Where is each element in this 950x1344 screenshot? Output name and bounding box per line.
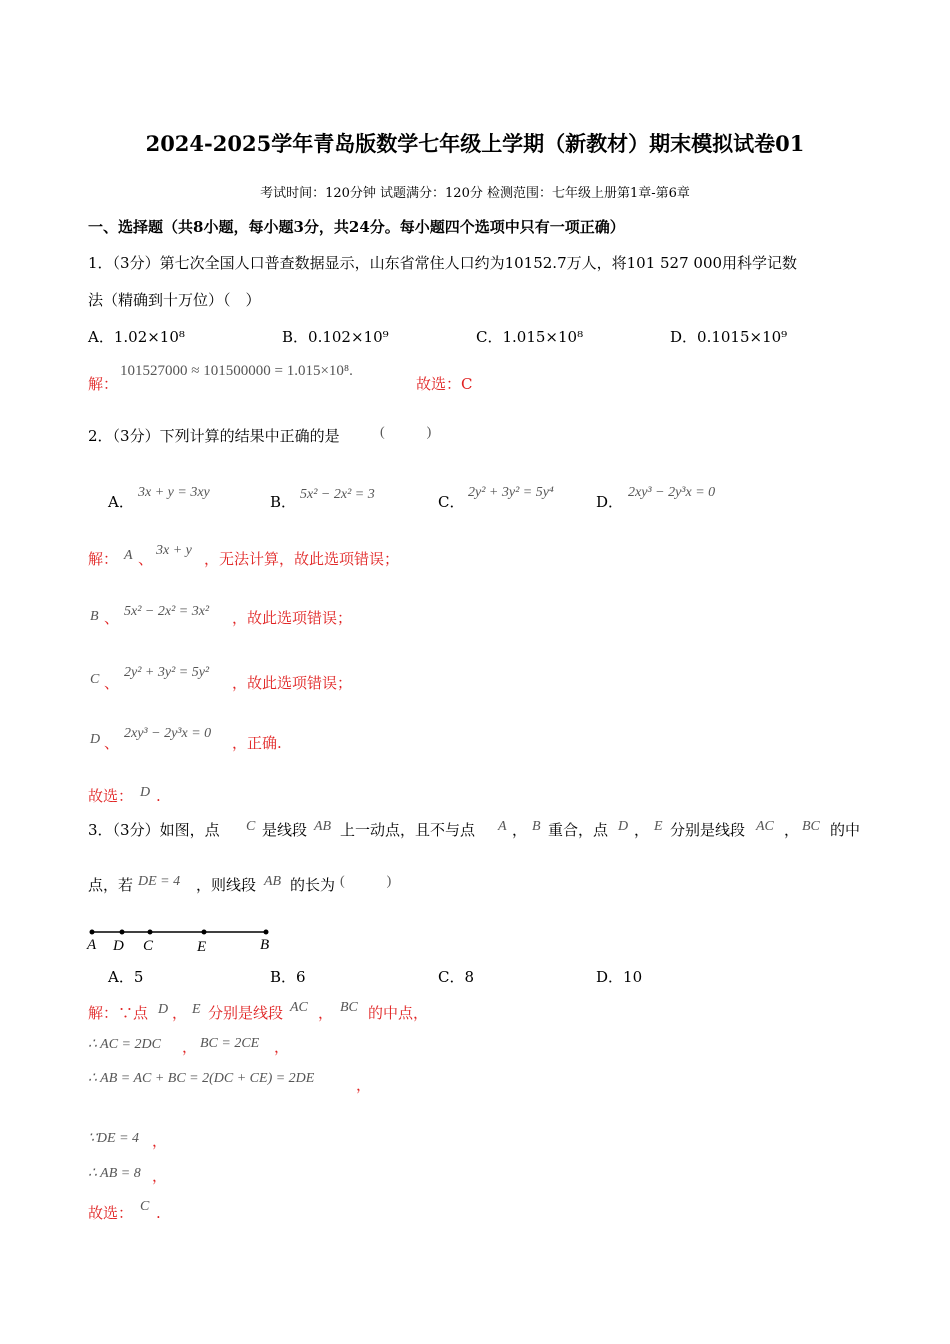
q3-sol4-comma: ， <box>152 1132 168 1150</box>
q3-sol3-math: ∴ AB = AC + BC = 2(DC + CE) = 2DE <box>88 1071 315 1086</box>
q3-sol2-m2: BC = 2CE <box>200 1036 260 1051</box>
q3-var-ac: AC <box>756 819 774 834</box>
q3-sol1-v2: E <box>192 1002 201 1017</box>
q3-line2-a: 点，若 <box>88 876 134 894</box>
q3-sol1-b: ， <box>172 1004 188 1022</box>
q2-sol-b-text: ，故此选项错误； <box>232 609 353 627</box>
q2-option-a-expr: 3x + y = 3xy <box>138 485 210 500</box>
q2-option-b-letter: B． <box>270 493 297 511</box>
label-a: A <box>87 937 97 953</box>
q3-option-b: B．6 <box>270 968 306 986</box>
q1-solution-math: 101527000 ≈ 101500000 = 1.015×10⁸. <box>120 363 353 379</box>
q3-var-b: B <box>532 819 541 834</box>
label-d: D <box>113 938 124 954</box>
q2-sol-d-sep: 、 <box>104 734 120 752</box>
q3-stem-2: 是线段 <box>262 821 308 839</box>
page-title: 2024-2025学年青岛版数学七年级上学期（新教材）期末模拟试卷01 <box>145 131 805 156</box>
q3-line2-var: AB <box>264 874 282 889</box>
q3-line2-math: DE = 4 <box>138 874 181 889</box>
q2-sol-d-math: 2xy³ − 2y³x = 0 <box>124 726 212 741</box>
q3-final-var: C <box>140 1199 150 1214</box>
q3-line2-paren: ( ) <box>340 874 392 889</box>
q2-sol-c-math: 2y² + 3y² = 5y² <box>124 665 210 680</box>
q3-final-label: 故选： <box>88 1204 134 1222</box>
q2-final-dot: . <box>156 787 161 805</box>
q3-sol3-comma: ， <box>356 1076 372 1094</box>
label-b: B <box>260 937 270 953</box>
q3-var-e: E <box>654 819 663 834</box>
label-c: C <box>143 938 154 954</box>
q2-option-d-letter: D． <box>596 493 624 511</box>
q3-sol4-math: ∵DE = 4 <box>88 1131 140 1146</box>
q3-final-dot: . <box>156 1204 161 1222</box>
q3-sol1-v3: AC <box>290 1000 308 1015</box>
q3-sol1-e: 的中点， <box>368 1004 429 1022</box>
q2-sol-a-text: ，无法计算，故此选项错误； <box>204 550 400 568</box>
q1-option-d: D．0.1015×10⁹ <box>670 328 788 346</box>
q3-segment-figure <box>84 922 284 956</box>
q2-sol-d-var: D <box>90 732 101 747</box>
point-c <box>148 930 153 935</box>
q2-option-c-expr: 2y² + 3y² = 5y⁴ <box>468 485 554 500</box>
q2-sol-c-sep: 、 <box>104 674 120 692</box>
q3-sol2-c1: ， <box>182 1038 198 1056</box>
q3-var-c: C <box>246 819 256 834</box>
q3-stem-3: 上一动点，且不与点 <box>340 821 476 839</box>
q2-final-var: D <box>140 785 151 800</box>
q1-option-b: B．0.102×10⁹ <box>282 328 389 346</box>
q2-sol-label: 解： <box>88 550 119 568</box>
q3-stem-5: 重合，点 <box>548 821 609 839</box>
q3-option-d: D．10 <box>596 968 643 986</box>
q3-sol2-c2: ， <box>274 1038 290 1056</box>
point-b <box>264 930 269 935</box>
q3-sol5-math: ∴ AB = 8 <box>88 1166 141 1181</box>
q3-stem-4: ， <box>512 821 528 839</box>
q3-option-c: C．8 <box>438 968 475 986</box>
q3-sol1-v4: BC <box>340 1000 358 1015</box>
q3-var-a: A <box>498 819 507 834</box>
q2-sol-c-text: ，故此选项错误； <box>232 674 353 692</box>
q3-stem-7: 分别是线段 <box>670 821 746 839</box>
point-d <box>120 930 125 935</box>
q3-stem-8: ， <box>784 821 800 839</box>
exam-info: 考试时间：120分钟 试题满分：120分 检测范围：七年级上册第1章-第6章 <box>260 186 690 201</box>
q2-sol-b-sep: 、 <box>104 609 120 627</box>
q1-answer: 故选：C <box>416 375 473 393</box>
q2-sol-d-text: ，正确. <box>232 734 282 752</box>
q3-stem-1: 3．（3分）如图，点 <box>88 821 220 839</box>
q3-sol1-d: ， <box>318 1004 334 1022</box>
q2-option-b-expr: 5x² − 2x² = 3 <box>300 487 375 502</box>
label-e: E <box>197 939 207 955</box>
q2-sol-b-math: 5x² − 2x² = 3x² <box>124 604 210 619</box>
q3-var-ab: AB <box>314 819 332 834</box>
q1-solution-label: 解： <box>88 375 119 393</box>
q2-sol-b-var: B <box>90 609 99 624</box>
q3-sol5-comma: ， <box>152 1167 168 1185</box>
q3-option-a: A．5 <box>108 968 144 986</box>
q2-option-d-expr: 2xy³ − 2y³x = 0 <box>628 485 716 500</box>
q3-var-d: D <box>618 819 629 834</box>
q2-option-c-letter: C． <box>438 493 465 511</box>
section-header: 一、选择题（共8小题，每小题3分，共24分。每小题四个选项中只有一项正确） <box>88 218 625 236</box>
q3-sol2-m1: ∴ AC = 2DC <box>88 1037 161 1052</box>
q2-sol-a-var: A <box>124 548 133 563</box>
q2-option-a-letter: A． <box>108 493 134 511</box>
q2-final-label: 故选： <box>88 787 134 805</box>
q1-option-c: C．1.015×10⁸ <box>476 328 584 346</box>
q3-line2-c: 的长为 <box>290 876 336 894</box>
q3-stem-9: 的中 <box>830 821 861 839</box>
q1-stem-line2: 法（精确到十万位）（ ） <box>88 291 261 309</box>
q1-option-a: A．1.02×10⁸ <box>88 328 185 346</box>
q3-stem-6: ， <box>634 821 650 839</box>
q2-sol-c-var: C <box>90 672 100 687</box>
q2-stem: 2．（3分）下列计算的结果中正确的是 <box>88 427 340 445</box>
q2-sol-a-sep: 、 <box>138 550 154 568</box>
q3-line2-b: ，则线段 <box>196 876 257 894</box>
q3-sol1-v1: D <box>158 1002 169 1017</box>
q3-sol1-a: 解：∵点 <box>88 1004 149 1022</box>
q1-stem-line1: 1．（3分）第七次全国人口普查数据显示，山东省常住人口约为10152.7万人，将101 527 000用科学记数 <box>88 254 798 272</box>
q3-var-bc: BC <box>802 819 820 834</box>
point-a <box>90 930 95 935</box>
q2-paren: ( ) <box>380 425 432 440</box>
q2-sol-a-math: 3x + y <box>156 543 192 558</box>
point-e <box>202 930 207 935</box>
q3-sol1-c: 分别是线段 <box>208 1004 284 1022</box>
